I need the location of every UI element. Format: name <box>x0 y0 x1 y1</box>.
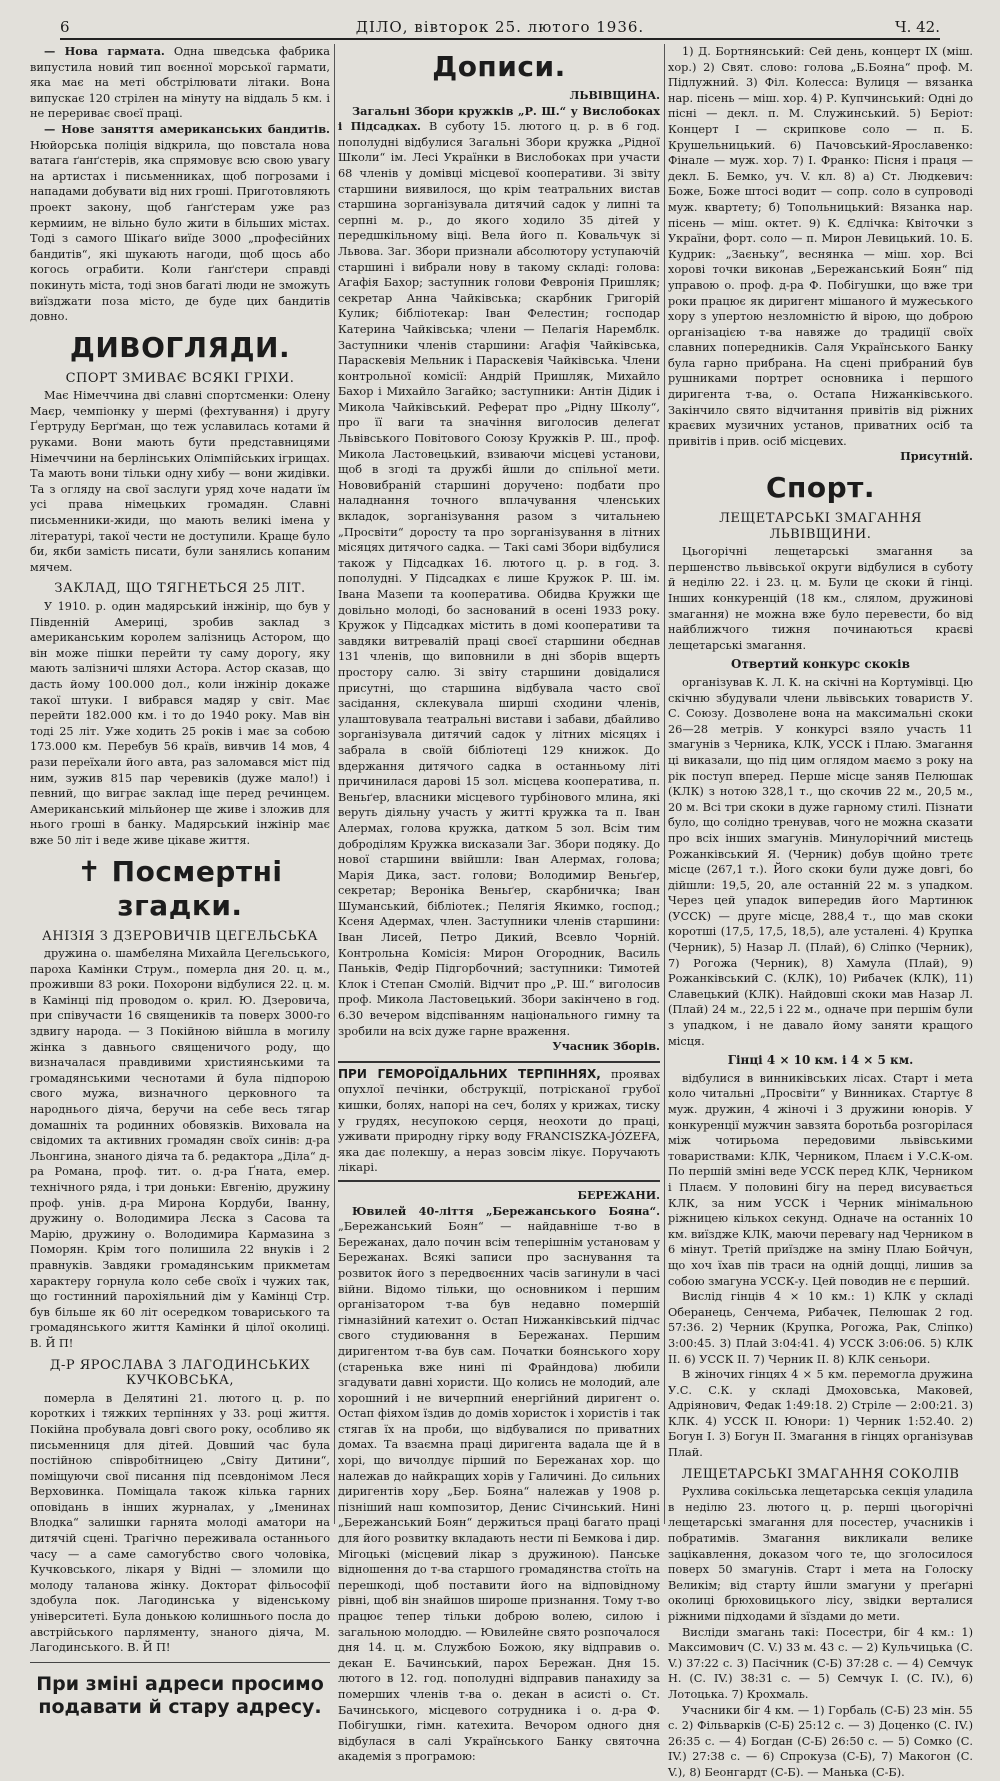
column-right <box>668 44 973 1779</box>
ski-competition-intro: Цьогорічні лещетарські змагання за першенство львівської округи відбулися в суботу й неділю 22. і 23. ц. м. Були це скоки й гінці. Інших конкуренцій (18 км., слялом, дружинові змагання) не можна вже було перевести, бо від найближчого тижня починаються краєві лещетарські змагання. <box>668 545 973 652</box>
advertisement-text: проявах опухлої печінки, обструкції, потрісканої грубої кишки, болях, напорі на сеч, болях у крижах, тиску у грудях, несупокою серця, неохоти до праці, уживати природну гірку воду FRANCISZKA-JÓZEFA, яка дає полекшу, а нераз зовсім лікує. Поручають лікарі. <box>338 1066 661 1175</box>
sokil-results-men: Учасники біг 4 км. — 1) Горбаль (С-Б) 23 мін. 55 с. 2) Фільварків (С-Б) 25:12 с. — 3) Доценко (С. IV.) 26:35 с. — 4) Богдан (С-Б) 26:50 с. — 5) Сомко (С. IV.) 27:38 с. — 6) Спрокуза (С-Б), 7) Макогон (С. V.), 8) Беонгардт (С-Б). — Манька (С-Б). <box>668 1703 973 1779</box>
sokil-subtitle: ЛЕЩЕТАРСЬКІ ЗМАГАННЯ СОКОЛІВ <box>681 1466 960 1482</box>
obituary-1-name: АНІЗІЯ З ДЗЕРОВИЧІВ ЦЕГЕЛЬСЬКА <box>42 928 318 944</box>
meeting-report-text: В суботу 15. лютого ц. р. в 6 год. пополудні відбулися Загальні Збори кружка „Рідної Школи“ ім. Лесі Українки в Вислобоках при участи 68 членів у домівці місцевої кооперативи. Зі звіту старшини виявилося, що крім театральних вистав старшина зорганізувала дитячий садок у липні та серпні м. р., до якого ходило 35 дітей у передшкільному віці. Вела його п. Ковальчук зі Львова. Заг. Збори признали абсолютору уступаючій старшині і вибрали нову в такому складі: голова: Агафія Бахор; заступник голови Февронія Пришляк; секретар Анна Чайківська; скарбник Григорій Кулик; бібліотекар: Іван Фелестин; господар Катерина Чайківська; члени — Пелагія Наремблк. Заступники членів старшини: Агафія Чайківська, Параскевія Мельник і Параскевія Чайківська. Члени контрольної комісії: Андрій Пришляк, Михайло Бахор і Михайло Загайко; заступники: Антін Дідик і Микола Чайківський. Реферат про „Рідну Школу“, про її ваги та значіння виголосив делегат Львівського Повітового Союзу Кружків Р. Ш., проф. Микола Ластовецький, взиваючи місцеві установи, щоб в згоді та дружбі йшли до спільної мети. Нововибраній старшині доручено: подбати про наладнання точного вплачування членських вкладок, зорганізування разом з читальнею „Просвіти“ доросту та про зорганізування в літних місяцях дитячого садка. — Такі самі Збори відбулися також у Підсадках 16. лютого ц. р. в год. 3. пополудні. У Підсадках є лише Кружок Р. Ш. ім. Івана Мазепи та кооператива. Обидва Кружки ще довільно молоді, бо заснований в осені 1933 року. Кружок у Підсадках містить в домі кооперативи та завдяки витревалій праці своєї старшини обєднав 131 членів, що виповнили в дні зборів вщерть простору салю. Зі звіту старшини довідалися присутні, що старшина відбувала часто свої засідання, склекувала ширші сходини членів, улаштовувала театральні вистави і забави, дбайливо зорганізувала дитячий садок у літних місяцях і забрала в своїй бібліотеці 129 книжок. До вдержання дитячого садка в останньому літі причинилася дарові 15 зол. місцева кооператива, п. Веньґер, власники місцевого турбінового млина, які веруть діяльну участь у житті кружка та п. Іван Алермах, голова кружка, датком 5 зол. Всім тим доброділям Кружка висказали Заг. Збори подяку. До нової старшини ввійшли: Іван Алермах, голова; Марія Дика, заст. голови; Володимир Веньґер, секретар; Вероніка Веньґер, скарбничка; Іван Шуманський, бібліотек.; Пелягія Якимко, господ.; Ксеня Адермах, член. Заступники членів старшини: Іван Лисей, Петро Дикий, Всевло Чорній. Контрольна Комісія: Мирон Огородник, Василь Паньків, Федір Підгорбочний; заступники: Тимотей Клок і Степан Смолій. Відчит про „Р. Ш.“ виголосив проф. Микола Ластовецький. Збори закінчено в год. 6.30 вечером відспіванням національного гимну та зробили на всіх дуже гарне враження. <box>338 120 660 1038</box>
column-rule-1 <box>334 44 335 1524</box>
jubilee-report-head: Ювилей 40-ліття „Бережанського Бояна“. <box>352 1203 660 1218</box>
sport-subtitle: СПОРТ ЗМИВАЄ ВСЯКІ ГРІХИ. <box>65 370 295 386</box>
relay-race-subtitle: Гінці 4 × 10 км. і 4 × 5 км. <box>727 1053 914 1068</box>
region-berezhany: БЕРЕЖАНИ. <box>577 1188 660 1202</box>
advertisement <box>338 1061 660 1182</box>
relay-race-results: Вислід гінців 4 × 10 км.: 1) КЛК у складі Оберанець, Сенчема, Рибачек, Пелюшак 2 год. 57:36. 2) Черник (Крупка, Рогожа, Рак, Сліпко) 3:00:45. 3) Плай 3:04:41. 4) УССК 3:06:06. 5) КЛК II. 6) УССК II. 7) Черник II. 8) КЛК сеньори. <box>668 1290 973 1366</box>
column-rule-2 <box>664 44 665 1524</box>
bet-subtitle: ЗАКЛАД, ЩО ТЯГНЕТЬСЯ 25 ЛІТ. <box>54 581 306 597</box>
meeting-report-signature: Учасник Зборів. <box>552 1039 660 1054</box>
sport-article: Має Німеччина дві славні спортсменки: Олену Маєр, чемпіонку у шермі (фехтування) і другу Ґертруду Берґман, що теж уславилась котами й руками. Вони мають бути представницями Німеччини на берлінських Олімпійських ігрищах. Та мають вони тільки одну хибу — вони жидівки. Та з огляду на свої заслуги уряд хоче надати їм усі права німецьких громадян. Славні письменники-жиди, що мають великі імена у літературі, такої чести не доступили. Краще було би, якби замість писати, були занялись копаним мячем. <box>30 389 331 574</box>
address-notice: При зміні адреси просимо подавати й стару адресу. <box>36 1672 324 1718</box>
relay-race-text: відбулися в винниківських лісах. Старт і мета коло читальні „Просвіти“ у Винниках. Стартує 8 муж. дружин, 4 жіночі і 3 дружини юнорів. У конкуренції мужчин завзята боротьба розгорілася між чотирьома передовими львівськими товариствами: КЛК, Черником, Плаєм і У.С.К-ом. По першій зміні веде УССК перед КЛК, Черником і Плаєм. У половині бігу на перед висувається КЛК, за ним УССК і Черник мінімальною ріжницею кількох секунд. Одначе на останніх 10 км. виїздже КЛК, маючи перевагу над Черником в 6 мінут. Третій приїздже на зміну Плаю Бойчун, що хоч їхав пів траси на одній дощці, лишив за собою змагуна УССК-у. Цей поводив не є перший. <box>668 1071 973 1288</box>
obituary-2-name: Д-Р ЯРОСЛАВА З ЛАГОДИНСЬКИХ КУЧКОВСЬКА, <box>49 1357 311 1389</box>
obituary-1-text: дружина о. шамбеляна Михайла Цегельського, пароха Камінки Струм., померла дня 20. ц. м., проживши 83 роки. Похорони відбулися 22. ц. м. в Камінці під проводом о. крил. Ю. Дзеровича, при співучасти 16 священиків та поверх 3000-го здвигу народа. — З Покійною війшла в могилу жінка з давнього священичого роду, що визначалася правдивими християнськими та громадянськими чеснотами й була підпорою свого мужа, визначного церковного та народнього діяча, беручи на себе весь тягар домашніх та родинних обовязків. Виховала на свідомих та активних громадян своїх синів: д-ра Льонгина, знаного діяча та б. редактора „Діла“ д-ра Романа, проф. тит. о. д-ра Ґната, емер. технічного ряда, і три доньки: Евгенію, дружину проф. унів. д-ра Мирона Кордуби, Іванну, дружину о. Володимира Лєска з Сасова та Марію, дружину о. Володимира Кармазина з Поморян. Крім того полишила 22 внуків і 2 правнуків. Завдяки громадянським прикметам характеру горнула коло себе своїх і чужих так, що гостинний парохіяльний дім у Камінці Стр. був більше як 60 літ осередком товариського та громадянського життя Камінки й цілої околиці. В. Й П! <box>30 947 330 1350</box>
academy-signature: Присутній. <box>900 449 973 464</box>
jubilee-report <box>338 1204 660 1765</box>
obituaries-title: ✝ Посмертні згадки. <box>77 854 283 922</box>
meeting-report <box>338 104 660 1040</box>
column-middle <box>338 44 661 1764</box>
news-item-gangsters <box>30 122 330 325</box>
ski-competition-subtitle: ЛЕЩЕТАРСЬКІ ЗМАГАННЯ ЛЬВІВЩИНИ. <box>719 511 922 542</box>
sokil-text: Рухлива сокільська лещетарська секція уладила в неділю 23. лютого ц. р. перші цьогорічні лещетарські змагання для посестер, учасників і побратимів. Змагання викликали велике зацікавлення, доказом чого те, що зголосилося поверх 50 змагунів. Старт і мета на Голоску Великім; від старту йшли змагуни у преґарні околиці брюховицького лісу, звідки верталися ріжними підходами й зїздами до мети. <box>668 1485 973 1623</box>
obituary-2-text: померла в Делятині 21. лютого ц. р. по коротких і тяжких терпіннях у 33. році життя. Покійна пробувала довгі свого року, особливо як письменниця для дітей. Довший час була постійною співробітницею „Світу Дитини“, поміщуючи свої писання під псевдонімом Леся Верховинка. Поміщала також кілька гарних оповідань в інших журналах, у „Іменинах Влодка“ залишки гарнята молоді аматори на дитячій сцені. Трагічно переживала останнього часу — а саме самогубство свого чоловіка, Кучковського, лікаря у Відні — зломили що молоду таланова жінку. Докторат фільософії здобула пок. Лагодинська у віденському університеті. Була донькою колишнього посла до австрійського парляменту, знаного діяча, М. Лагодинського. В. Й П! <box>30 1391 330 1655</box>
curiosities-title: ДИВОГЛЯДИ. <box>69 330 291 364</box>
jump-contest-text: організував К. Л. К. на скічні на Кортумівці. Цю скічню збудували члени львівських товариств У. С. Союзу. Дозволене вона на максимальні скоки 26—28 метрів. У конкурсі взяло участь 11 змагунів з Черника, КЛК, УССК і Плаю. Змагання ці виказали, що під цим оглядом маємо з року на рік поступ вперед. Перше місце заняв Пелюшак (КЛК) з нотою 328,1 т., що скочив 22 м., 20,5 м., 20 м. Всі три скоки в дуже гарному стилі. Пізнати було, що солідно тренував, чого не можна сказати про всіх інших змагунів. Минулорічний мистець Рожанківський Я. (Черник) добув щойно третє місце (267,1 т.). Його скоки були дуже довгі, бо дійшли: 19,5, 20, але останній 22 м. з упадком. Через цей упадок випередив його Мартинюк (УССК) — друге місце, 288,4 т., що мав скоки коротші (17,5, 17,5, 18,5), але усталені. 4) Крупка (Черник), 5) Назар Л. (Плай), 6) Сліпко (Черник), 7) Рогожа (Черник), 8) Хамула (Плай), 9) Рожанківський С. (КЛК), 10) Рибачек (КЛК), 11) Славецький (КЛК). Найдовші скоки мав Назар Л. (Плай) 24 м., 22,5 і 22 м., одначе при першім були з упадком, і не давало йому заняти кращого місця. <box>668 675 973 1048</box>
masthead: ДІЛО, вівторок 25. лютого 1936. <box>355 18 645 36</box>
page-number: 6 <box>60 18 70 36</box>
jump-contest-subtitle: Отвертий конкурс скоків <box>731 657 910 672</box>
jubilee-report-text: „Бережанський Боян“ — найдавніше т-во в Бережанах, дало почин всім теперішнім установам у Бережанах. Всякі записи про заснування та розвиток його з передвоєнних часів загинули в часі війни. Відомо тільки, що основником і першим організатором т-ва був недавно помершій гімназійний катехит о. Остап Нижанківський підчас свого студиювання в Бережанах. Першим диригентом т-ва був сам. Початки боянського хору (старенька вже нині пі Фрайндова) любили згадувати давні хористи. Що колись не молодий, але хорошний і не вичерпний енергійний диригент о. Остап фіяхом їздив до домів хористок і хористів і так стягав їх на проби, що відбувалися по приватних домах. Та взаємна праці диригента вадала ще й в хорі, що вичолдує пірший по Бережанах хор. що належав до найкращих хорів у Галичині. До сильних диригентів хору „Бер. Бояна“ належав у 1908 р. пізніший наш композитор, Денис Січинський. Нині „Бережанський Боян“ держиться праці багато праці для його розвитку вкладають нести пі Бемкова і дир. Мігоцькі (місцевий лікар з дружиною). Панське відношення до т-ва старшого громадянства стоїть на перешкоді, щоб поставити його на відповідному рівні, щоб він знайшов широше признання. Тому т-во працює тепер тільки доброю волею, силою і загальною молоддю. — Ювилейне свято розпочалося дня 14. ц. м. Службою Божою, яку відправив о. декан Е. Бачинський, парох Бережан. Дня 15. лютого в 12. год. пополудні відправив панахиду за померших членів т-ва о. декан в асисті о. Ст. Бачинського, місцевого сотрудника і о. д-ра Ф. Побігушки, гімн. катехита. Вечором одного дня відбулася в салі Українського Банку святочна академія з програмою: <box>338 1220 660 1764</box>
news-item-gangsters-lead: — Нове заняття американських бандитів. <box>44 121 330 136</box>
news-item-gangsters-text: Нюйорська поліція відкрила, що повстала нова ватага ґанґстерів, яка спрямовує всю свою увагу на артистах і письменниках, щоб погрозами і нападами добувати від них гроші. Приготовляють проект закону, щоб ґанґстерам уже раз кермиим, не вільно було жити в більших містах. Тоді з самого Шікаґо виїде 3000 „професійних бандитів“, які шукають нагоди, щоб щось або когось ограбити. Коли ґанґстери справді покинуть міста, тоді знов багаті люди не зможуть виїзджати поза місто, де буде цих бандитів довно. <box>30 138 330 324</box>
meeting-report-head: Загальні Збори кружків „Р. Ш.“ у Вислобоках і Підсадках. <box>338 103 660 134</box>
divider <box>30 1662 330 1663</box>
page-header <box>60 16 940 40</box>
sport-section-title: Спорт. <box>765 471 876 505</box>
region-lviv: ЛЬВІВЩИНА. <box>569 89 660 102</box>
academy-program: 1) Д. Бортнянський: Сей день, концерт IX (міш. хор.) 2) Свят. слово: голова „Б.Бояна“ проф. М. Підлужний. 3) Філ. Колесса: Вулиця — вязанка нар. пісень — міш. хор. 4) Р. Купчинський: Одні до пісні — декл. п. М. Служинський. 5) Беріот: Концерт I — скрипкове соло — п. Б. Крушельницький. 6) Пачовський-Ярославенко: Фінале — муж. хор. 7) І. Франко: Пісня і праця — декл. Б. Бемко, уч. V. кл. 8) а) Ст. Людкевич: Боже, Боже штосі водит — сопр. соло в супроводі муж. квартету; б) Топольницький: Вязанка нар. пісень — міш. октет. 9) К. Єдлічка: Квіточки з України, форт. соло — п. Мирон Левицький. 10. Б. Кудрик: „Заєньку“, веснянка — міш. хор. Всі хорові точки виконав „Бережанський Боян“ під управою о. проф. д-ра Ф. Побігушки, що вже три роки працює як диригент мішаного й мужеського хору з упертою незломністю й вірою, що доброю організацією т-ва навяже до традиції своїх славних попередників. Саля Українського Банку була гарно прибрана. На сцені прибраний був рушниками портрет основника і першого диригента т-ва, о. Остапа Нижанківського. Закінчило свято відчитання привітів від ріжних краєвих музичних установ, приватних осіб та привітів і прив. осіб місцевих. <box>668 45 973 448</box>
bet-article: У 1910. р. один мадярський інжінір, що був у Південній Америці, зробив заклад з американським королем залізниць Астором, що він може пішки перейти ту саму дорогу, яку мають залізничі шляхи Астора. Астор сказав, що дасть йому 100.000 дол., коли інжінір докаже такої штуки. І вибрався мадяр у світ. Має перейти 182.000 км. і то до 1940 року. Мав він тоді 25 літ. Уже ходить 25 років і має за собою 173.000 км. Перебув 56 країв, вивчив 14 мов, 4 рази переїхали його авта, раз заломався міст під ним, зужив 815 пар черевиків (дуже мало!) і певний, що виграє заклад іще перед речинцем. Американський мільйонер ще живе і зложив для нього гроші в банку. Мадярський інжінір має вже 50 літ і веде живе цікаве життя. <box>30 600 330 847</box>
advertisement-title: ПРИ ГЕМОРОЇДАЛЬНИХ ТЕРПІННЯХ, <box>338 1066 601 1081</box>
sokil-results-women: Висліди змагань такі: Посестри, біг 4 км.: 1) Максимович (С. V.) 33 м. 43 с. — 2) Кульчицька (С. V.) 37:22 с. 3) Пасічник (С-Б) 37:28 с. — 4) Семчук Н. (С. IV.) 38:31 с. — 5) Семчук І. (С. IV.), 6) Лотоцька. 7) Крохмаль. <box>668 1625 973 1701</box>
column-left <box>30 44 331 1718</box>
news-item-gun-text: Одна шведська фабрика випустила новий тип воєнної морської гармати, яка має на меті обстрілювати літаки. Вона випускає 120 стрілен на мінуту на віддаль 5 км. і не перериває своєї праці. <box>30 45 330 121</box>
news-item-gun-lead: — Нова гармата. <box>44 44 165 58</box>
issue-number: Ч. 42. <box>895 18 940 36</box>
women-relay-results: В жіночих гінцях 4 × 5 км. перемогла дружина У.С. С.К. у складі Дмоховська, Маковей, Адріянович, Федак 1:49:18. 2) Стріле — 2:00:21. 3) КЛК. 4) УССК II. Юнори: 1) Черник 1:52.40. 2) Богун I. 3) Богун II. Змагання в гінцях організував Плай. <box>668 1368 973 1460</box>
correspondence-title: Дописи. <box>432 50 566 83</box>
news-item-gun <box>30 44 330 122</box>
